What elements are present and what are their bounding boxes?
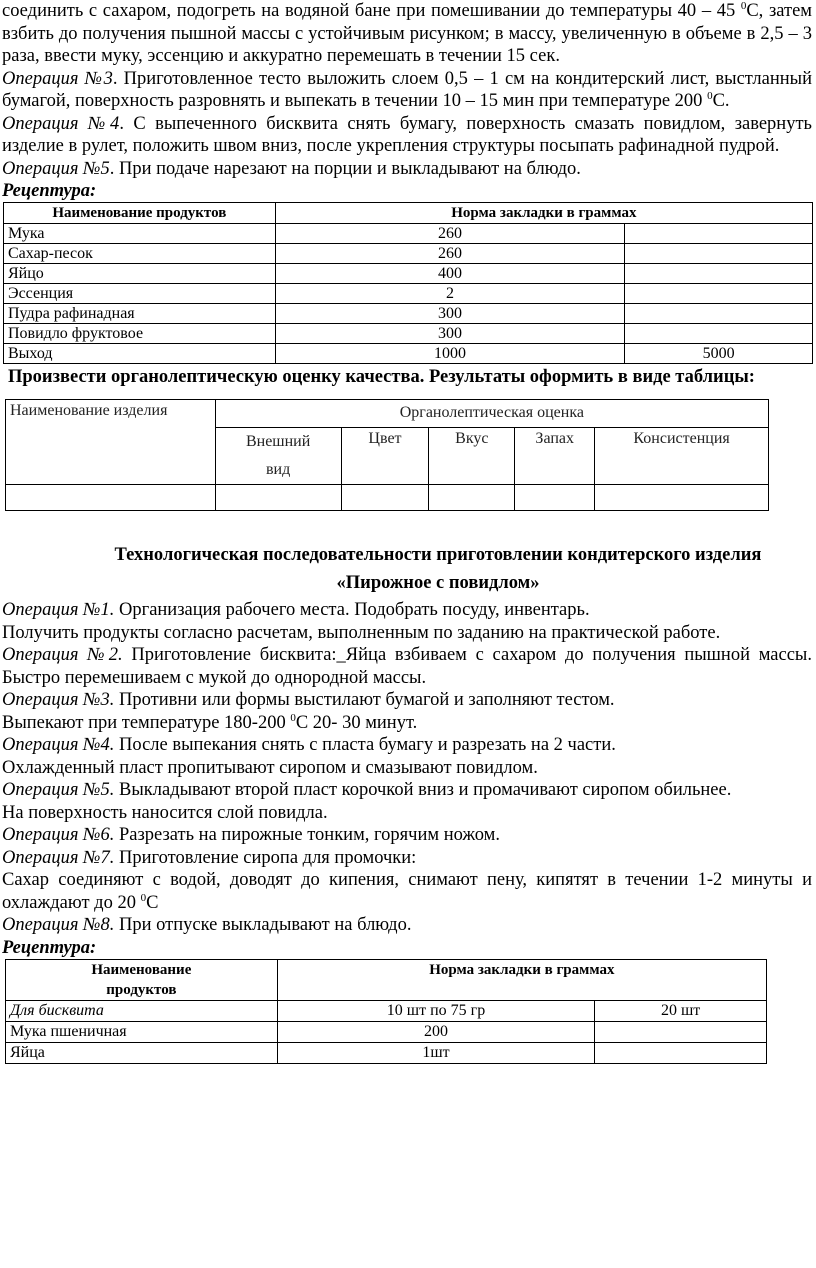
recipe-heading-2: Рецептура: bbox=[2, 937, 97, 958]
col-header-taste: Вкус bbox=[429, 428, 515, 485]
table-row: Эссенция 2 bbox=[4, 284, 813, 304]
col-header-color: Цвет bbox=[341, 428, 429, 485]
operation-label: Операция №3 bbox=[2, 68, 113, 89]
table-row: Яйцо 400 bbox=[4, 264, 813, 284]
col-header-product: Наименование продуктов bbox=[6, 959, 278, 1000]
col-header-consistency: Консистенция bbox=[595, 428, 769, 485]
col-header-product: Наименование продуктов bbox=[4, 203, 276, 224]
operation-label: Операция №4 bbox=[2, 113, 120, 134]
operation-3-paragraph: Операция №3. Приготовленное тесто выложить слоем 0,5 – 1 см на кондитерский лист, выстланный бумагой, поверхность разровнять и выпекать в течении 10 – 15 мин при температуре 200 $^0$С. bbox=[2, 68, 812, 111]
recipe-table bbox=[3, 202, 813, 364]
operation-paragraph: Операция №7. Приготовление сиропа для промочки: bbox=[2, 847, 417, 868]
recipe-heading: Рецептура: bbox=[2, 181, 97, 201]
operation-paragraph: Операция №6. Разрезать на пирожные тонким, горячим ножом. bbox=[2, 825, 500, 845]
operation-5-paragraph: Операция №5. При подаче нарезают на порции и выкладывают на блюдо. bbox=[2, 158, 581, 179]
table-row: Повидло фруктовое 300 bbox=[4, 324, 813, 344]
table-row: Яйца 1шт bbox=[6, 1042, 767, 1063]
paragraph-continuation: соединить с сахаром, подогреть на водяной бане при помешивании до температуры 40 – 45 $^0$С, затем взбить до получения пышной массы с устойчивым рисунком; в массу, увеличенную в объеме в 2,5 – 3 раза, ввести муку, эссенцию и аккуратно перемешать в течении 15 сек. bbox=[2, 0, 812, 66]
operation-paragraph: Операция №8. При отпуске выкладывают на блюдо. bbox=[2, 915, 412, 935]
table-row: Мука 260 bbox=[4, 224, 813, 244]
operation-paragraph: Операция №4. После выпекания снять с пласта бумагу и разрезать на 2 части. bbox=[2, 735, 616, 755]
evaluation-instruction: Произвести органолептическую оценку качества. Результаты оформить в виде таблицы: bbox=[8, 367, 755, 387]
table-row bbox=[6, 485, 769, 511]
operation-paragraph: Операция №1. Организация рабочего места. Подобрать посуду, инвентарь. bbox=[2, 600, 590, 620]
operation-paragraph: Операция №3. Противни или формы выстилают бумагой и заполняют тестом. bbox=[2, 690, 615, 710]
operation-paragraph: Операция №5. Выкладывают второй пласт корочкой вниз и промачивают сиропом обильнее. bbox=[2, 780, 732, 800]
col-header-smell: Запах bbox=[515, 428, 595, 485]
col-header-norm: Норма закладки в граммах bbox=[277, 959, 766, 1000]
table-row: Выход 1000 5000 bbox=[4, 344, 813, 364]
operation-label: Операция №5 bbox=[2, 158, 110, 179]
table-row: Мука пшеничная 200 bbox=[6, 1021, 767, 1042]
table-row: Пудра рафинадная 300 bbox=[4, 304, 813, 324]
table-row: Сахар-песок 260 bbox=[4, 244, 813, 264]
col-header-norm: Норма закладки в граммах bbox=[275, 203, 812, 224]
step-paragraph: Сахар соединяют с водой, доводят до кипения, снимают пену, кипятят в течении 1-2 минуты и охлаждают до 20 $^0$С bbox=[2, 870, 812, 913]
step-paragraph: На поверхность наносится слой повидла. bbox=[2, 802, 328, 823]
evaluation-table bbox=[5, 399, 769, 511]
step-paragraph: Охлажденный пласт пропитывают сиропом и смазывают повидлом. bbox=[2, 757, 538, 778]
col-header-evaluation: Органолептическая оценка bbox=[215, 400, 768, 428]
table-row: Для бисквита 10 шт по 75 гр 20 шт bbox=[6, 1000, 767, 1021]
col-header-appearance: Внешний вид bbox=[215, 428, 341, 485]
step-paragraph: Выпекают при температуре 180-200 $^0$С 20- 30 минут. bbox=[2, 711, 418, 733]
operation-paragraph: Операция №2. Приготовление бисквита:_Яйца взбиваем с сахаром до получения пышной массы. Быстро перемешиваем с мукой до однородной массы. bbox=[2, 645, 812, 688]
recipe-table-2 bbox=[5, 959, 767, 1064]
operation-4-paragraph: Операция №4. С выпеченного бисквита снять бумагу, поверхность смазать повидлом, завернуть изделие в рулет, положить швом вниз, после укрепления структуры посыпать рафинадной пудрой. bbox=[2, 113, 812, 156]
section-title: Технологическая последовательности приготовлении кондитерского изделия «Пирожное с повидлом» bbox=[114, 545, 762, 593]
step-paragraph: Получить продукты согласно расчетам, выполненным по заданию на практической работе. bbox=[2, 622, 721, 643]
col-header-product-name: Наименование изделия bbox=[6, 400, 216, 485]
